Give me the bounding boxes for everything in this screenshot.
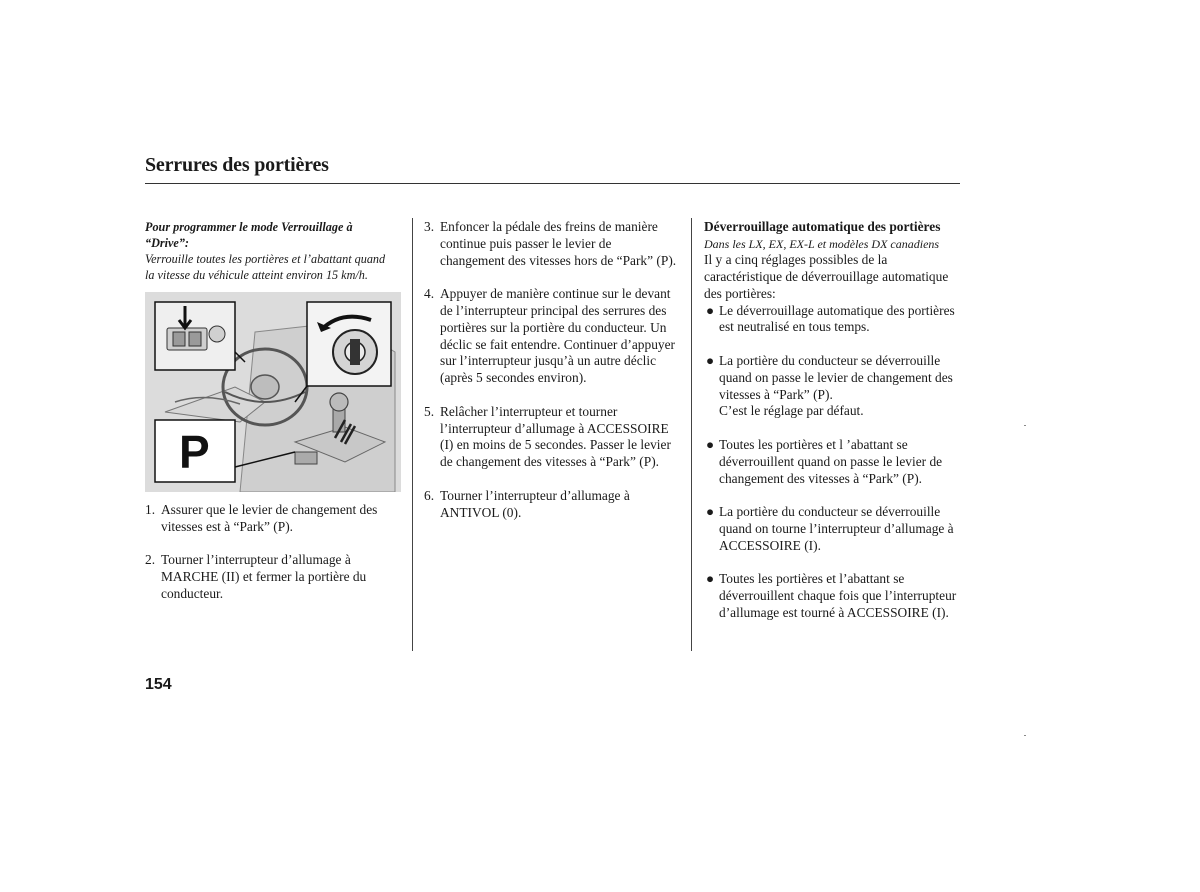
page-title: Serrures des portières <box>145 154 329 176</box>
applicable-models: Dans les LX, EX, EX-L et modèles DX canadiens <box>704 236 940 251</box>
title-rule <box>145 183 960 184</box>
default-note: C’est le réglage par défaut. <box>719 403 864 419</box>
section-heading: Déverrouillage automatique des portières <box>704 219 941 234</box>
step-item: 1. Assurer que le levier de changement des vitesses est à “Park” (P). <box>145 502 378 534</box>
procedure-subtitle: Pour programmer le mode Verrouillage à “Drive”: <box>145 220 353 250</box>
procedure-description: Verrouille toutes les portières et l’abattant quand la vitesse du véhicule atteint environ 15 km/h. <box>145 252 386 283</box>
list-item: ● Toutes les portières et l ’abattant se déverrouillent quand on passe le levier de changement des vitesses à “Park” (P). <box>706 436 943 486</box>
column-divider <box>691 218 692 651</box>
step-item: 3. Enfoncer la pédale des freins de manière continue puis passer le levier de changement des vitesses hors de “Park” (P). <box>424 219 677 268</box>
step-item: 2. Tourner l’interrupteur d’allumage à MARCHE (II) et fermer la portière du conducteur. <box>145 552 367 601</box>
step-item: 5. Relâcher l’interrupteur et tourner l’interrupteur d’allumage à ACCESSOIRE (I) en moins de 5 secondes. Passer le levier de changement des vitesses à “Park” (P). <box>424 403 671 470</box>
column-3 <box>704 219 960 622</box>
list-item: ● Le déverrouillage automatique des portières est neutralisé en tous temps. <box>706 302 955 335</box>
step-item: 4. Appuyer de manière continue sur le devant de l’interrupteur principal des serrures des portières sur la portière du conducteur. Un déclic se fait entendre. Continuer d’appuyer sur l’interrupteur jusqu’à un autre déclic (après 5 secondes environ). <box>424 286 675 386</box>
dashboard-figure <box>145 292 401 492</box>
list-item: ● Toutes les portières et l’abattant se déverrouillent chaque fois que l’interrupteur d’allumage est tourné à ACCESSOIRE (I). <box>706 571 957 620</box>
list-item: ● La portière du conducteur se déverrouille quand on passe le levier de changement des vitesses à “Park” (P). C’est le réglage par défaut. <box>706 352 953 419</box>
door-lock-illustration <box>145 292 401 492</box>
column-2 <box>424 219 679 521</box>
scan-speck <box>1024 425 1026 426</box>
park-letter: P <box>179 426 210 478</box>
list-item: ● La portière du conducteur se déverrouille quand on tourne l’interrupteur d’allumage à ACCESSOIRE (I). <box>706 504 954 553</box>
column-divider <box>412 218 413 651</box>
step-item: 6. Tourner l’interrupteur d’allumage à ANTIVOL (0). <box>424 487 630 520</box>
column-1 <box>145 219 397 284</box>
page-number: 154 <box>145 676 172 693</box>
intro-text: Il y a cinq réglages possibles de la caractéristique de déverrouillage automatique des portières: <box>704 252 949 301</box>
column-1-steps <box>145 502 397 603</box>
scan-speck <box>1024 735 1026 736</box>
